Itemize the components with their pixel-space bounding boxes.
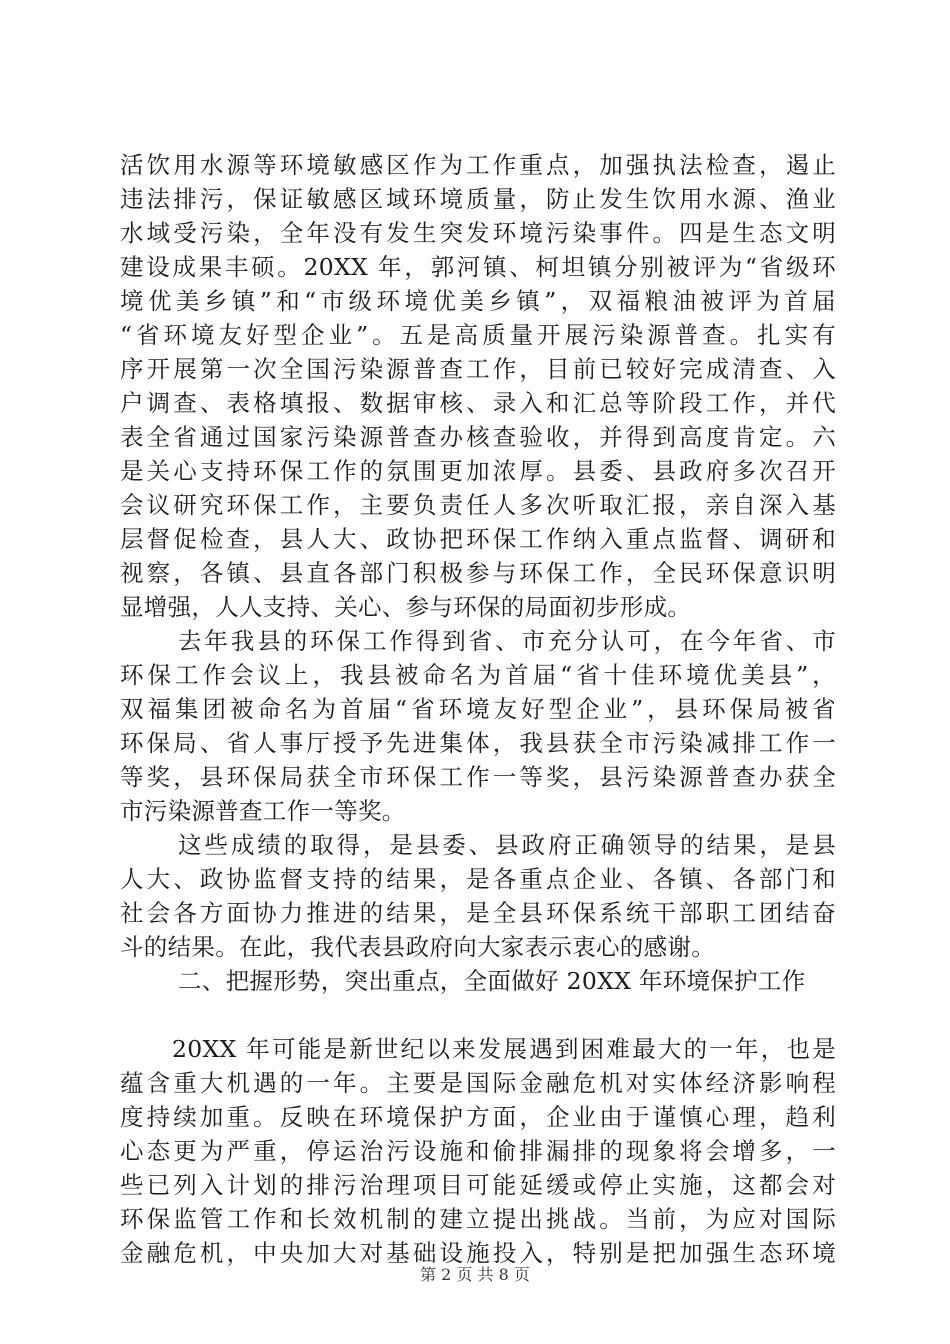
text-line: 水域受污染，全年没有发生突发环境污染事件。四是生态文明 <box>120 219 836 247</box>
text-line: 些已列入计划的排污治理项目可能延缓或停止实施，这都会对 <box>120 1171 836 1199</box>
paragraph-first-line: 20XX 年可能是新世纪以来发展遇到困难最大的一年，也是 <box>172 1035 836 1063</box>
text-line: 心态更为严重，停运治污设施和偷排漏排的现象将会增多，一 <box>120 1137 836 1165</box>
text-line: 市污染源普查工作一等奖。 <box>120 797 406 825</box>
blank-line <box>120 998 836 1032</box>
text-line: 人大、政协监督支持的结果，是各重点企业、各镇、各部门和 <box>120 865 836 893</box>
text-line: 是关心支持环保工作的氛围更加浓厚。县委、县政府多次召开 <box>120 457 836 485</box>
text-line: 违法排污，保证敏感区域环境质量，防止发生饮用水源、渔业 <box>120 185 836 213</box>
text-line: 蕴含重大机遇的一年。主要是国际金融危机对实体经济影响程 <box>120 1069 836 1097</box>
paragraph-first-line: 去年我县的环保工作得到省、市充分认可，在今年省、市 <box>178 627 836 655</box>
text-line: 境优美乡镇”和“市级环境优美乡镇”，双福粮油被评为首届 <box>120 287 836 315</box>
text-line: 户调查、表格填报、数据审核、录入和汇总等阶段工作，并代 <box>120 389 836 417</box>
text-line: 环保工作会议上，我县被命名为首届“省十佳环境优美县”， <box>120 661 836 689</box>
text-line: 度持续加重。反映在环境保护方面，企业由于谨慎心理，趋利 <box>120 1103 836 1131</box>
text-line: 活饮用水源等环境敏感区作为工作重点，加强执法检查，遏止 <box>120 151 836 179</box>
section-heading: 二、把握形势，突出重点，全面做好 20XX 年环境保护工作 <box>178 967 806 995</box>
text-line: 环保监管工作和长效机制的建立提出挑战。当前，为应对国际 <box>120 1205 836 1233</box>
text-line: 建设成果丰硕。20XX 年，郭河镇、柯坦镇分别被评为“省级环 <box>120 253 836 281</box>
text-line: 表全省通过国家污染源普查办核查验收，并得到高度肯定。六 <box>120 423 836 451</box>
text-line: 视察，各镇、县直各部门积极参与环保工作，全民环保意识明 <box>120 559 836 587</box>
text-line: 会议研究环保工作，主要负责任人多次听取汇报，亲自深入基 <box>120 491 836 519</box>
text-line: 斗的结果。在此，我代表县政府向大家表示衷心的感谢。 <box>120 933 715 961</box>
text-line: 社会各方面协力推进的结果，是全县环保系统干部职工团结奋 <box>120 899 836 927</box>
text-line: “省环境友好型企业”。五是高质量开展污染源普查。扎实有 <box>120 321 836 349</box>
text-line: 环保局、省人事厅授予先进集体，我县获全市污染减排工作一 <box>120 729 836 757</box>
paragraph-first-line: 这些成绩的取得，是县委、县政府正确领导的结果，是县 <box>178 831 836 859</box>
text-line: 金融危机，中央加大对基础设施投入，特别是把加强生态环境 <box>120 1239 836 1267</box>
document-body <box>120 148 836 1270</box>
text-line: 双福集团被命名为首届“省环境友好型企业”，县环保局被省 <box>120 695 836 723</box>
text-line: 显增强，人人支持、关心、参与环保的局面初步形成。 <box>120 593 692 621</box>
text-line: 等奖，县环保局获全市环保工作一等奖，县污染源普查办获全 <box>120 763 836 791</box>
text-line: 序开展第一次全国污染源普查工作，目前已较好完成清查、入 <box>120 355 836 383</box>
text-line: 层督促检查，县人大、政协把环保工作纳入重点监督、调研和 <box>120 525 836 553</box>
page-number-footer: 第 2 页 共 8 页 <box>420 1265 530 1284</box>
